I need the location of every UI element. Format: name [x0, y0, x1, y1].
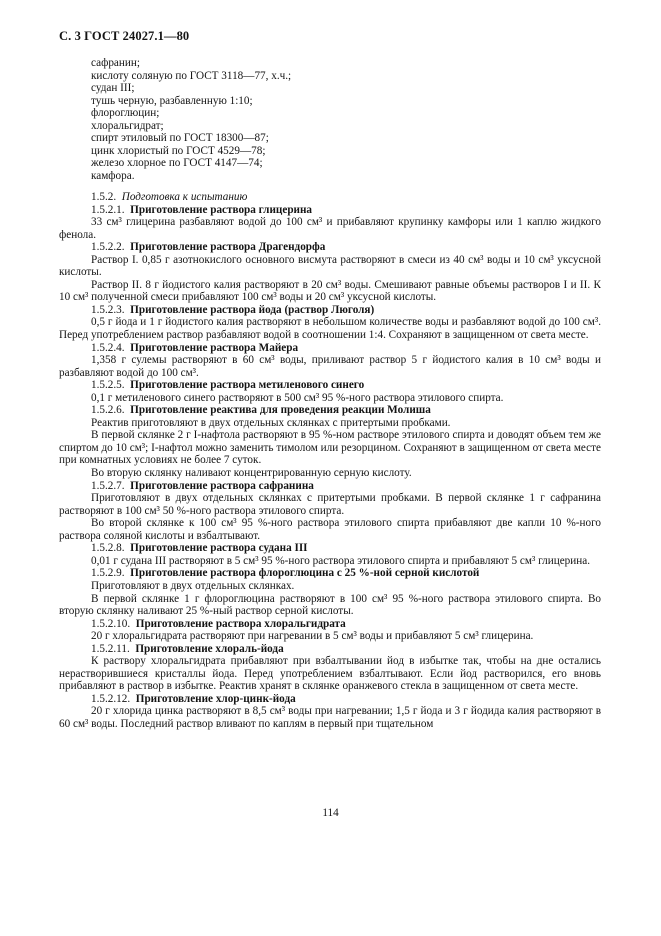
paragraph: 20 г хлоральгидрата растворяют при нагревании в 5 см³ воды и прибавляют 5 см³ глицерина.: [91, 630, 534, 643]
subsection-number: 1.5.2.3.: [91, 303, 125, 316]
subsection-heading: [59, 204, 601, 217]
section-heading: [59, 191, 601, 204]
paragraph: Реактив приготовляют в двух отдельных склянках с притертыми пробками.: [91, 416, 451, 429]
paragraph: 0,5 г йода и 1 г йодистого калия растворяют в небольшом количестве воды и разбавляют водой до 100 см³. Перед употреблением раствор разбавляют водой в соотношении 1:4. Сохраняют в защищенном от света месте.: [59, 316, 601, 342]
subsection-title: Приготовление раствора метиленового синего: [130, 379, 365, 392]
section-number: 1.5.2.: [91, 191, 117, 203]
subsection-heading: [59, 342, 601, 355]
subsection-heading: [59, 643, 601, 656]
subsection-title: Приготовление раствора флороглюцина с 25 %-ной серной кислотой: [130, 567, 480, 580]
subsection-title: Приготовление раствора судана III: [130, 542, 308, 555]
subsection-heading: [59, 567, 601, 580]
paragraph: Раствор I. 0,85 г азотнокислого основного висмута растворяют в смеси из 40 см³ воды и 10 см³ уксусной кислоты.: [59, 253, 601, 279]
paragraph: Приготовляют в двух отдельных склянках.: [91, 579, 295, 592]
paragraph: 1,358 г сулемы растворяют в 60 см³ воды, приливают раствор 5 г йодистого калия в 10 см³ воды и разбавляют водой до 100 см³.: [59, 354, 601, 379]
list-item: хлоральгидрат;: [91, 119, 164, 132]
subsection-number: 1.5.2.2.: [91, 241, 125, 254]
paragraph: 20 г хлорида цинка растворяют в 8,5 см³ воды при нагревании; 1,5 г йода и 3 г йодида калия растворяют в 60 см³ воды. Последний раствор вливают по каплям в первый при тщательном: [59, 705, 601, 730]
subsection-heading: [59, 693, 601, 706]
section-title: Подготовка к испытанию: [121, 191, 248, 203]
list-item: тушь черную, разбавленную 1:10;: [91, 94, 253, 107]
document-body: [59, 191, 601, 731]
subsection-title: Приготовление раствора глицерина: [130, 203, 313, 216]
subsection-number: 1.5.2.10.: [91, 617, 131, 630]
subsection-title: Приготовление хлораль-йода: [135, 642, 284, 655]
subsection-number: 1.5.2.5.: [91, 379, 125, 392]
subsection-heading: [59, 404, 601, 417]
subsection-title: Приготовление раствора йода (раствор Люголя): [130, 303, 375, 316]
subsection-title: Приготовление раствора Майера: [130, 341, 299, 354]
page-header: С. 3 ГОСТ 24027.1—80: [59, 29, 190, 43]
subsection-heading: [59, 379, 601, 392]
list-item: цинк хлористый по ГОСТ 4529—78;: [91, 144, 266, 157]
paragraph: В первой склянке 2 г I-нафтола растворяют в 95 %-ном растворе этилового спирта и доводят объем тем же спиртом до 10 см³; I-нафтол можно заменить тимолом или резорцином. Сохраняют в защищенном от света месте при комнатных условиях не более 7 суток.: [59, 429, 601, 467]
paragraph: Приготовляют в двух отдельных склянках с притертыми пробками. В первой склянке 1 г сафранина растворяют в 100 см³ 50 %-ного раствора этилового спирта.: [59, 492, 601, 517]
materials-list: [91, 57, 291, 182]
subsection-title: Приготовление реактива для проведения реакции Молиша: [130, 404, 431, 417]
subsection-number: 1.5.2.9.: [91, 567, 125, 580]
subsection-number: 1.5.2.8.: [91, 542, 125, 555]
list-item: железо хлорное по ГОСТ 4147—74;: [91, 157, 263, 170]
subsection-title: Приготовление хлор-цинк-йода: [135, 692, 296, 705]
paragraph: 0,01 г судана III растворяют в 5 см³ 95 %-ного раствора этилового спирта и прибавляют 5 см³ глицерина.: [91, 554, 590, 567]
subsection-number: 1.5.2.11.: [91, 642, 130, 655]
subsection-title: Приготовление раствора сафранина: [130, 479, 314, 492]
paragraph: Во второй склянке к 100 см³ 95 %-ного раствора этилового спирта прибавляют две капли 10 %-ного раствора соляной кислоты и взбалтывают.: [59, 517, 601, 542]
subsection-number: 1.5.2.12.: [91, 692, 131, 705]
paragraph: К раствору хлоральгидрата прибавляют при взбалтывании йод в избытке так, чтобы на дне остались нерастворившиеся кристаллы йода. Перед употреблением взбалтывают. Если йод растворился, его вновь прибавляют в раствор в избытке. Реактив хранят в склянке оранжевого стекла в защищенном от света месте.: [59, 655, 601, 693]
paragraph: В первой склянке 1 г флороглюцина растворяют в 100 см³ 95 %-ного раствора этилового спирта. Во вторую склянку наливают 25 %-ный раствор серной кислоты.: [59, 592, 601, 618]
subsection-heading: [59, 241, 601, 254]
subsection-heading: [59, 480, 601, 493]
subsection-number: 1.5.2.6.: [91, 404, 125, 417]
subsection-number: 1.5.2.1.: [91, 203, 125, 216]
paragraph: Во вторую склянку наливают концентрированную серную кислоту.: [91, 467, 412, 480]
subsection-title: Приготовление раствора хлоральгидрата: [135, 617, 346, 630]
subsection-number: 1.5.2.7.: [91, 479, 125, 492]
page-number: 114: [322, 807, 339, 819]
paragraph: 0,1 г метиленового синего растворяют в 500 см³ 95 %-ного раствора этилового спирта.: [91, 391, 504, 404]
subsection-number: 1.5.2.4.: [91, 341, 125, 354]
list-item: спирт этиловый по ГОСТ 18300—87;: [91, 132, 269, 145]
subsection-heading: [59, 618, 601, 631]
list-item: флороглюцин;: [91, 107, 160, 120]
paragraph: Раствор II. 8 г йодистого калия растворяют в 20 см³ воды. Смешивают равные объемы растворов I и II. К 10 см³ полученной смеси прибавляют 100 см³ воды и 20 см³ уксусной кислоты.: [59, 278, 601, 304]
list-item: камфора.: [91, 169, 135, 182]
list-item: кислоту соляную по ГОСТ 3118—77, х.ч.;: [91, 69, 292, 82]
list-item: сафранин;: [91, 57, 140, 69]
list-item: судан III;: [91, 82, 135, 95]
subsection-heading: [59, 304, 601, 317]
subsection-heading: [59, 542, 601, 555]
subsection-title: Приготовление раствора Драгендорфа: [130, 241, 326, 254]
paragraph: 33 см³ глицерина разбавляют водой до 100 см³ и прибавляют крупинку камфоры или 1 каплю жидкого фенола.: [59, 216, 601, 241]
